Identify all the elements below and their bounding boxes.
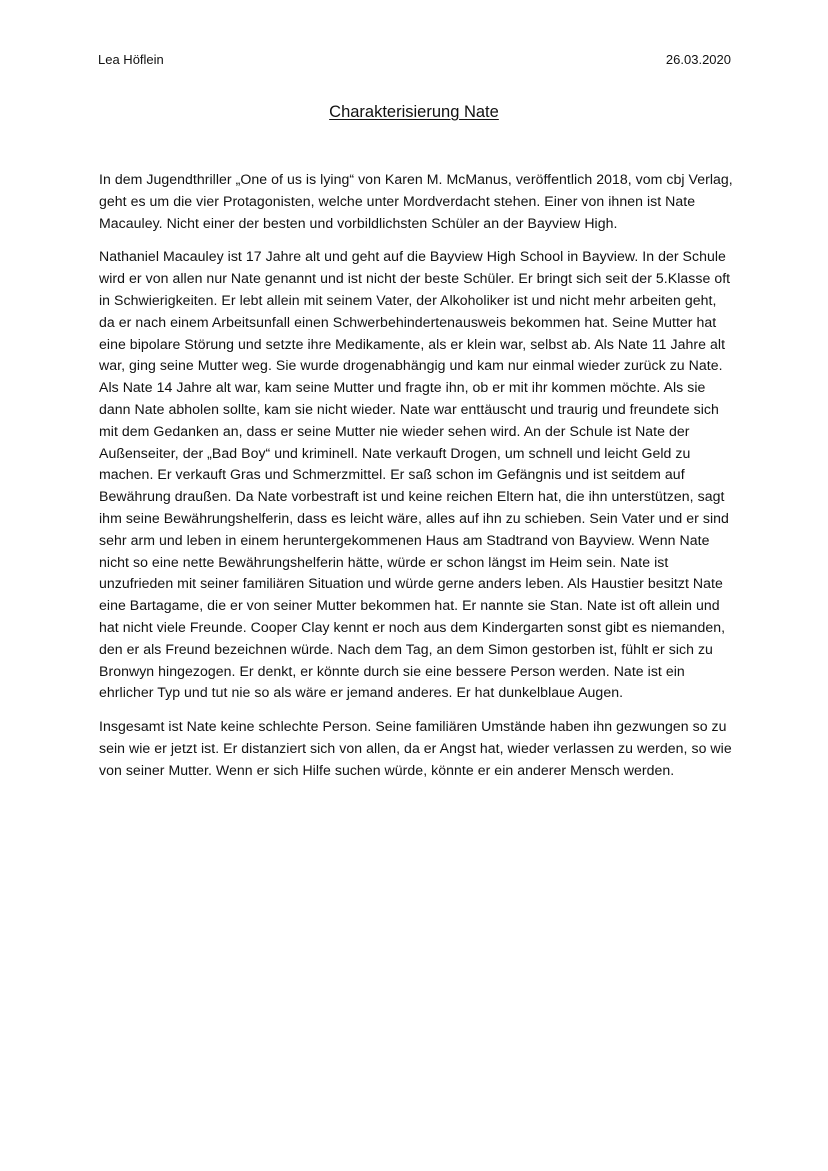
document-body [99, 169, 734, 794]
paragraph-intro: In dem Jugendthriller „One of us is lying“ von Karen M. McManus, veröffentlich 2018, vom cbj Verlag, geht es um die vier Protagonisten, welche unter Mordverdacht stehen. Einer von ihnen ist Nate Macauley. Nicht einer der besten und vorbildlichsten Schüler an der Bayview High. [99, 171, 733, 231]
paragraph-main: Nathaniel Macauley ist 17 Jahre alt und geht auf die Bayview High School in Bayview. In der Schule wird er von allen nur Nate genannt und ist nicht der beste Schüler. Er bringt sich seit der 5.Klasse oft in Schwierigkeiten. Er lebt allein mit seinem Vater, der Alkoholiker ist und nicht mehr arbeiten geht, da er nach einem Arbeitsunfall einen Schwerbehindertenausweis bekommen hat. Seine Mutter hat eine bipolare Störung und setzte ihre Medikamente, als er klein war, selbst ab. Als Nate 11 Jahre alt war, ging seine Mutter weg. Sie wurde drogenabhängig und kam nur einmal wieder zurück zu Nate. Als Nate 14 Jahre alt war, kam seine Mutter und fragte ihn, ob er mit ihr kommen möchte. Als sie dann Nate abholen sollte, kam sie nicht wieder. Nate war enttäuscht und traurig und freundete sich mit dem Gedanken an, dass er seine Mutter nie wieder sehen wird. An der Schule ist Nate der Außenseiter, der „Bad Boy“ und kriminell. Nate verkauft Drogen, um schnell und leicht Geld zu machen. Er verkauft Gras und Schmerzmittel. Er saß schon im Gefängnis und ist seitdem auf Bewährung draußen. Da Nate vorbestraft ist und keine reichen Eltern hat, die ihn unterstützen, sagt ihm seine Bewährungshelferin, dass es leicht wäre, alles auf ihn zu schieben. Sein Vater und er sind sehr arm und leben in einem heruntergekommenen Haus am Stadtrand von Bayview. Wenn Nate nicht so eine nette Bewährungshelferin hätte, würde er schon längst im Heim sein. Nate ist unzufrieden mit seiner familiären Situation und würde gerne anders leben. Als Haustier besitzt Nate eine Bartagame, die er von seiner Mutter bekommen hat. Er nannte sie Stan. Nate ist oft allein und hat nicht viele Freunde. Cooper Clay kennt er noch aus dem Kindergarten sonst gibt es niemanden, den er als Freund bezeichnen würde. Nach dem Tag, an dem Simon gestorben ist, fühlt er sich zu Bronwyn hingezogen. Er denkt, er könnte durch sie eine bessere Person werden. Nate ist ein ehrlicher Typ und tut nie so als wäre er jemand anderes. Er hat dunkelblaue Augen. [99, 248, 731, 701]
document-title: Charakterisierung Nate [329, 103, 499, 121]
document-date: 26.03.2020 [665, 52, 731, 67]
paragraph-conclusion: Insgesamt ist Nate keine schlechte Person. Seine familiären Umstände haben ihn gezwungen so zu sein wie er jetzt ist. Er distanziert sich von allen, da er Angst hat, wieder verlassen zu werden, so wie von seiner Mutter. Wenn er sich Hilfe suchen würde, könnte er ein anderer Mensch werden. [99, 718, 732, 778]
page-header [98, 51, 731, 69]
author-name: Lea Höflein [98, 52, 164, 67]
